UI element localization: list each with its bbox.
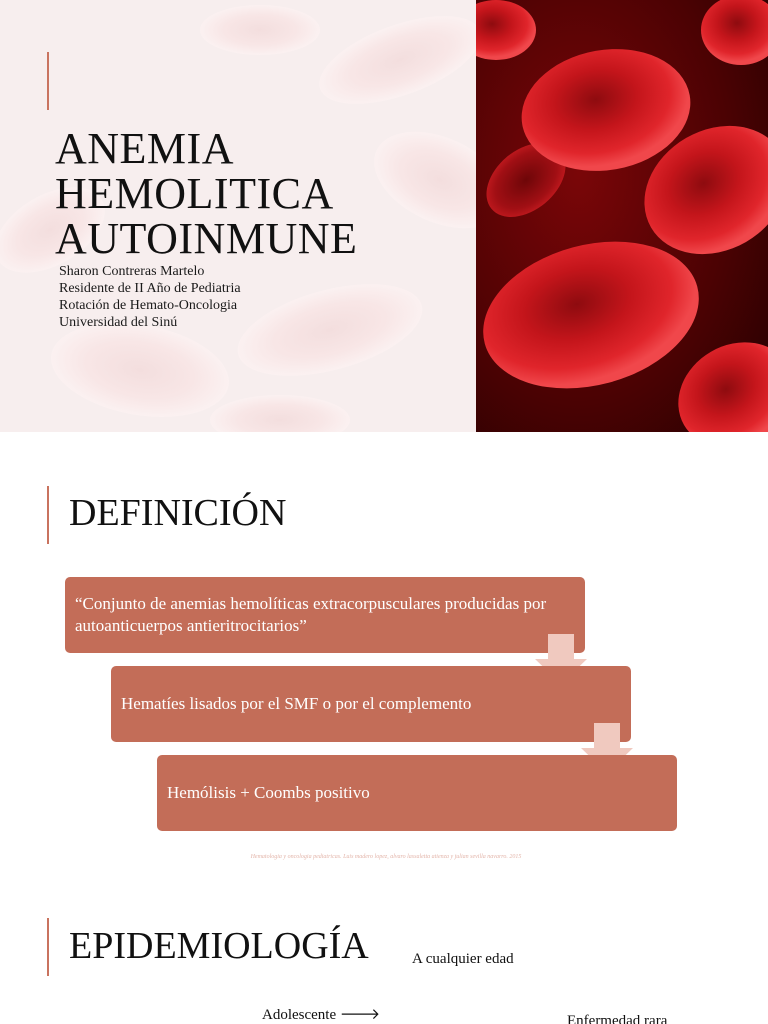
process-step-text: “Conjunto de anemias hemolíticas extracorpusculares producidas por autoanticuerpos antieritrocitarios” bbox=[75, 594, 547, 635]
process-step-3 bbox=[157, 755, 677, 831]
adolescent-label: Adolescente bbox=[262, 1007, 337, 1023]
epidemiology-note: A cualquier edad bbox=[412, 951, 514, 967]
accent-bar bbox=[47, 486, 49, 544]
definition-slide bbox=[0, 432, 768, 888]
process-step-text: Hemólisis + Coombs positivo bbox=[167, 783, 370, 802]
author-name: Sharon Contreras Martelo bbox=[59, 264, 205, 279]
accent-bar bbox=[47, 918, 49, 976]
author-university: Universidad del Sinú bbox=[59, 315, 178, 330]
title-line: AUTOINMUNE bbox=[55, 214, 358, 263]
title-slide bbox=[0, 0, 768, 432]
author-info bbox=[59, 263, 241, 331]
presentation-title bbox=[55, 126, 455, 261]
reference-citation: Hematologia y oncologia pediatricas. Luis madero lopez, alvaro lassaletta atienza y julian sevilla navarro. 2015 bbox=[250, 854, 522, 860]
epidemiology-note bbox=[262, 1006, 380, 1024]
process-step-text: Hematíes lisados por el SMF o por el complemento bbox=[121, 694, 472, 713]
author-role: Residente de II Año de Pediatria bbox=[59, 281, 241, 296]
process-step-2 bbox=[111, 666, 631, 742]
process-step-1 bbox=[65, 577, 585, 653]
arrow-right-icon: 🡒 bbox=[339, 1007, 381, 1023]
slide-title: DEFINICIÓN bbox=[69, 492, 287, 534]
accent-bar bbox=[47, 52, 49, 110]
epidemiology-slide bbox=[0, 888, 768, 1024]
epidemiology-note: Enfermedad rara bbox=[567, 1013, 668, 1024]
author-rotation: Rotación de Hemato-Oncologia bbox=[59, 298, 238, 313]
slide-title: EPIDEMIOLOGÍA bbox=[69, 925, 369, 967]
title-line: HEMOLITICA bbox=[55, 169, 334, 218]
title-line: ANEMIA bbox=[55, 124, 234, 173]
red-blood-cells-image bbox=[476, 0, 768, 432]
